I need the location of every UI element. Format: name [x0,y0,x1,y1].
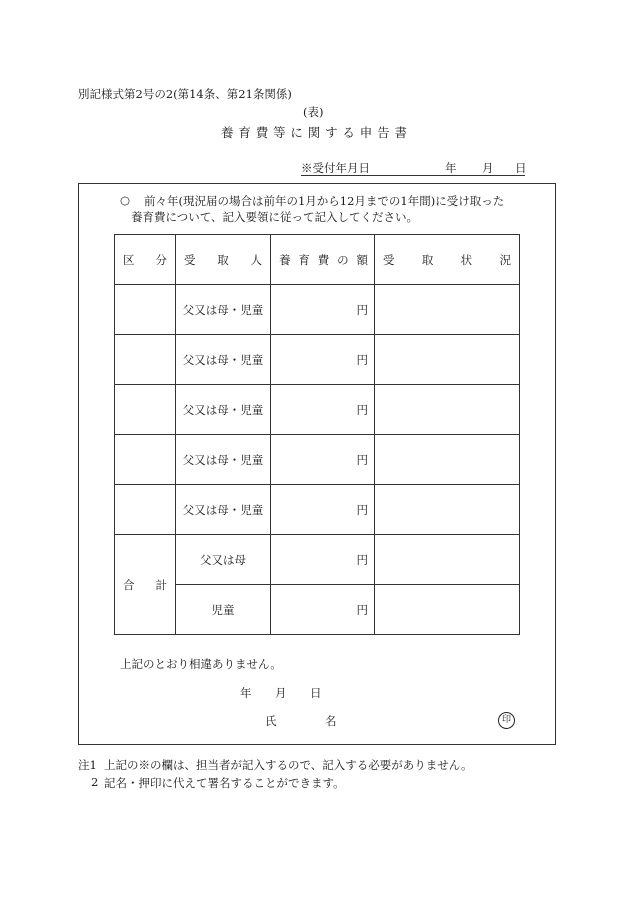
reception-year: 年 [445,161,457,175]
declaration-month: 月 [275,686,287,700]
header-recipient: 受 取 人 [176,235,271,285]
form-reference: 別記様式第2号の2(第14条、第21条関係) [78,87,292,101]
table-row [115,485,520,535]
amount-cell[interactable]: 円 [271,385,375,435]
status-cell[interactable] [375,385,520,435]
status-cell[interactable] [375,485,520,535]
title-char: に [290,125,303,140]
declaration-day: 日 [310,686,322,700]
recipient-cell: 父又は母・児童 [176,435,271,485]
status-cell[interactable] [375,435,520,485]
kubun-cell[interactable] [115,485,176,535]
header-kubun: 区 分 [115,235,176,285]
amount-cell[interactable]: 円 [271,335,375,385]
note-2-text: 記名・押印に代えて署名することができます。 [104,776,345,790]
note-1-label: 注1 [78,758,97,772]
table-row [115,335,520,385]
table-row [115,385,520,435]
status-cell[interactable] [375,335,520,385]
support-payment-table [114,234,520,635]
table-row [115,285,520,335]
declaration-text: 上記のとおり相違ありません。 [120,657,282,671]
seal-mark: 印 [498,712,515,729]
name-label-2: 名 [325,714,337,728]
total-amount-cell[interactable]: 円 [271,535,375,585]
total-recipient-cell: 父又は母 [176,535,271,585]
name-label-1: 氏 [265,714,277,728]
title-char: 書 [394,125,407,140]
title-char: 等 [273,125,286,140]
title-char: 養 [221,125,234,140]
recipient-cell: 父又は母・児童 [176,335,271,385]
title-char: す [325,125,338,140]
recipient-cell: 父又は母・児童 [176,285,271,335]
kubun-cell[interactable] [115,285,176,335]
instruction-bullet: ○ [120,193,131,207]
instruction-line-2: 養育費について、記入要領に従って記入してください。 [131,210,419,224]
title-char: 関 [307,125,321,140]
kubun-cell[interactable] [115,385,176,435]
title-char: る [342,125,355,140]
table-row [115,435,520,485]
total-row [115,585,520,635]
reception-label: ※受付年月日 [301,161,370,175]
declaration-year: 年 [240,686,252,700]
kubun-cell[interactable] [115,435,176,485]
instruction-line-1: 前々年(現況届の場合は前年の1月から12月までの1年間)に受け取った [144,194,505,208]
status-cell[interactable] [375,285,520,335]
reception-day: 日 [515,161,527,175]
total-amount-cell[interactable]: 円 [271,585,375,635]
title-char: 費 [255,125,269,140]
amount-cell[interactable]: 円 [271,485,375,535]
recipient-cell: 父又は母・児童 [176,385,271,435]
total-status-cell[interactable] [375,535,520,585]
total-status-cell[interactable] [375,585,520,635]
total-row [115,535,520,585]
title-char: 申 [359,125,373,140]
form-title [221,123,407,141]
total-recipient-cell: 児童 [176,585,271,635]
header-amount: 養 育 費 の 額 [271,235,375,285]
reception-month: 月 [482,161,494,175]
amount-cell[interactable]: 円 [271,435,375,485]
note-1-text: 上記の※の欄は、担当者が記入するので、記入する必要がありません。 [104,758,473,772]
total-label-cell: 合 計 [115,535,176,635]
header-status: 受 取 状 況 [375,235,520,285]
side-label: (表) [303,105,324,119]
title-char: 育 [238,125,251,140]
reception-date-field[interactable] [301,160,525,176]
title-char: 告 [377,125,390,140]
recipient-cell: 父又は母・児童 [176,485,271,535]
amount-cell[interactable]: 円 [271,285,375,335]
kubun-cell[interactable] [115,335,176,385]
note-2-label: 2 [91,775,99,789]
